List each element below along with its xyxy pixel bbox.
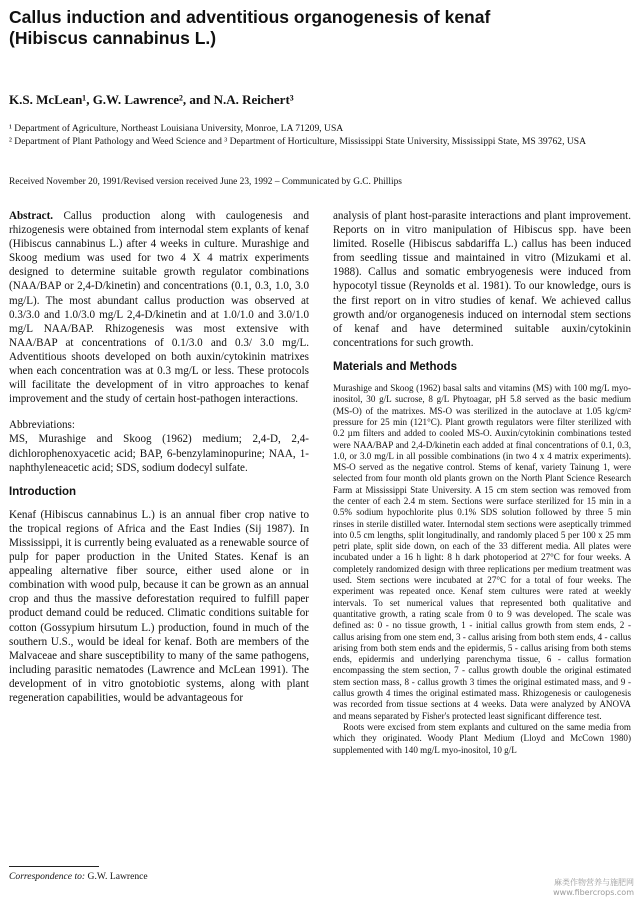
abstract-label: Abstract. [9, 210, 54, 222]
paper-title [9, 7, 629, 49]
right-column [333, 209, 631, 756]
abbreviations-label: Abbreviations: [9, 419, 75, 432]
methods-body [333, 383, 631, 756]
correspondence [9, 871, 148, 882]
introduction-continued: analysis of plant host-parasite interactions and plant improvement. Reports on in vitro manipulation of Hibiscus spp. have been limited. Roselle (Hibiscus sabdariffa L.) callus has been induced from seedling tissue and maintained in vitro (Mizukami et al. 1988). Callus and somatic embryogenesis were induced from hypocotyl tissue (Reynolds et al. 1981). To our knowledge, ours is the first report on in vitro studies of kenaf. We achieved callus growth and/or organogenesis induced on internodal stem sections of kenaf and have determined suitable auxin/cytokinin concentrations for such growth. [333, 210, 631, 349]
correspondence-name: G.W. Lawrence [87, 871, 148, 882]
footnote-rule [9, 866, 99, 867]
affiliation-1: ¹ Department of Agriculture, Northeast Louisiana University, Monroe, LA 71209, USA [9, 123, 344, 134]
methods-paragraph-2: Roots were excised from stem explants and cultured on the same media from which they originated. Woody Plant Medium (Lloyd and McCown 1980) supplemented with 140 mg/L myo-inositol, 10 g/L [333, 721, 631, 755]
title-line-1: Callus induction and adventitious organogenesis of kenaf [9, 7, 491, 27]
abbreviations [9, 418, 309, 474]
affiliation-2: ² Department of Plant Pathology and Weed Science and ³ Department of Horticulture, Mississippi State University, Mississippi State, MS 39762, USA [9, 135, 587, 147]
affiliations [9, 123, 629, 148]
received-line: Received November 20, 1991/Revised version received June 23, 1992 – Communicated by G.C. Phillips [9, 177, 402, 187]
introduction-heading: Introduction [9, 485, 77, 498]
watermark-line-2: www.fibercrops.com [553, 888, 634, 897]
abstract [9, 209, 309, 406]
author-list: K.S. McLean¹, G.W. Lawrence², and N.A. Reichert³ [9, 92, 294, 107]
methods-heading: Materials and Methods [333, 360, 457, 373]
abstract-text: Callus production along with caulogenesis and rhizogenesis were obtained from internodal stem explants of kenaf (Hibiscus cannabinus L.) after 4 weeks in culture. Murashige and Skoog medium was used for two 4 X 4 matrix experiments designed to determine suitable growth regulator combinations (NAA/BAP or 2,4-D/kinetin) and concentrations (0.1, 0.3, 1.0, 3.0 mg/L). The most abundant callus production was observed at 0.3/3.0 and 1.0/3.0 mg/L 2,4-D/kinetin and at 1.0/1.0 and 3.0/1.0 mg/L NAA/BAP. Rhizogenesis was most extensive with NAA/BAP at concentrations of 0.1/3.0 and 0.3/ 3.0 mg/L. Adventitious shoots developed on both auxin/cytokinin matrixes when each concentration was at 0.3 mg/L or less. These protocols will facilitate the development of in vitro approaches to kenaf improvement and the study of certain host-pathogen interactions. [9, 210, 309, 406]
watermark-line-1: 麻类作物营养与施肥网 [554, 878, 634, 887]
abbreviations-text: MS, Murashige and Skoog (1962) medium; 2,4-D, 2,4-dichlorophenoxyacetic acid; BAP, 6-benzylaminopurine; NAA, 1-naphthyleneacetic acid; SDS, sodium dodecyl sulfate. [9, 433, 309, 474]
title-line-2: (Hibiscus cannabinus L.) [9, 28, 217, 48]
introduction-text: Kenaf (Hibiscus cannabinus L.) is an annual fiber crop native to the tropical regions of Africa and the East Indies (Sij 1987). In Mississippi, it is currently being evaluated as a renewable source of pulp for paper production in the United States. Kenaf is an appealing alternative fiber source, either used alone or in combination with wood pulp, because it can be grown as an annual crop and thus the massive deforestation required to fulfill paper product demand could be reduced. Climatic conditions suitable for cotton (Gossypium hirsutum L.) production, found in much of the southern U.S., would be ideal for kenaf. Both are members of the Malvaceae and share susceptibility to many of the same pathogens, including parasitic nematodes (Lawrence and McLean 1991). The development of in vitro gnotobiotic systems, along with plant regeneration capabilities, would be advantageous for [9, 508, 309, 704]
methods-paragraph-1: Murashige and Skoog (1962) basal salts and vitamins (MS) with 100 mg/L myo-inositol, 30 g/L sucrose, 8 g/L Phytoagar, pH 5.8 served as the basic medium (MS-O) of the matrixes. MS-O was sterilized in the autoclave at 1.05 kg/cm² pressure for 25 min (121°C). Plant growth regulators were filter sterilized with 0.2 µm filters and added to cooled MS-O. Auxin/cytokinin combinations tested were NAA/BAP and 2,4-D/kinetin each added at final concentrations of 0.1, 0.3, 1.0, or 3.0 mg/L in all possible combinations (in two 4 x 4 matrix experiments). MS-O served as the negative control. Stems of kenaf, variety Tainung 1, were selected from four month old plants grown on the North Plant Science Research Farm at Mississippi State University. A 15 cm stem section was removed from the center of each 2.4 m stem. Sections were surface sterilized for 15 min in a 0.5% sodium hypochlorite plus 0.1% SDS solution followed by three 5 min rinses in sterile distilled water. Internodal stem sections were aseptically trimmed into 0.5 cm lengths, split longitudinally, and randomly placed 5 per 100 x 25 mm petri plate, split side down, on each of the 33 different media. All plates were incubated under a 16 h light: 8 h dark photoperiod at 27°C for four weeks. A completely randomized design with three replications per medium treatment was used. Stem sections were incubated at 27°C for a total of four weeks. The experiment was repeated once. Kenaf stem cultures were rated at weekly intervals. To set numerical values that represented both qualitative and quantitative growth, a rating scale from 0 to 9 was developed. The scale was defined as: 0 - no tissue growth, 1 - initial callus growth from stem ends, 2 - callus arising from one stem end, 3 - callus arising from both stem ends, 4 - callus arising from both stem ends and the epidermis, 5 - callus arising from both stems ends, epidermis and underlying parenchyma tissue, 6 - callus formation encompassing the stem section, 7 - callus growth double the original estimated stem section mass, 8 - callus growth 3 times the original estimated mass, and 9 - callus growth 4 times the original estimated mass. Rhizogenesis or caulogenesis was recorded from tissue sections at 4 weeks. Data were analyzed by ANOVA and means separated by Fisher's protected least significant difference test. [333, 383, 632, 721]
left-column [9, 209, 309, 705]
site-watermark [553, 878, 634, 898]
correspondence-label: Correspondence to: [9, 871, 86, 882]
